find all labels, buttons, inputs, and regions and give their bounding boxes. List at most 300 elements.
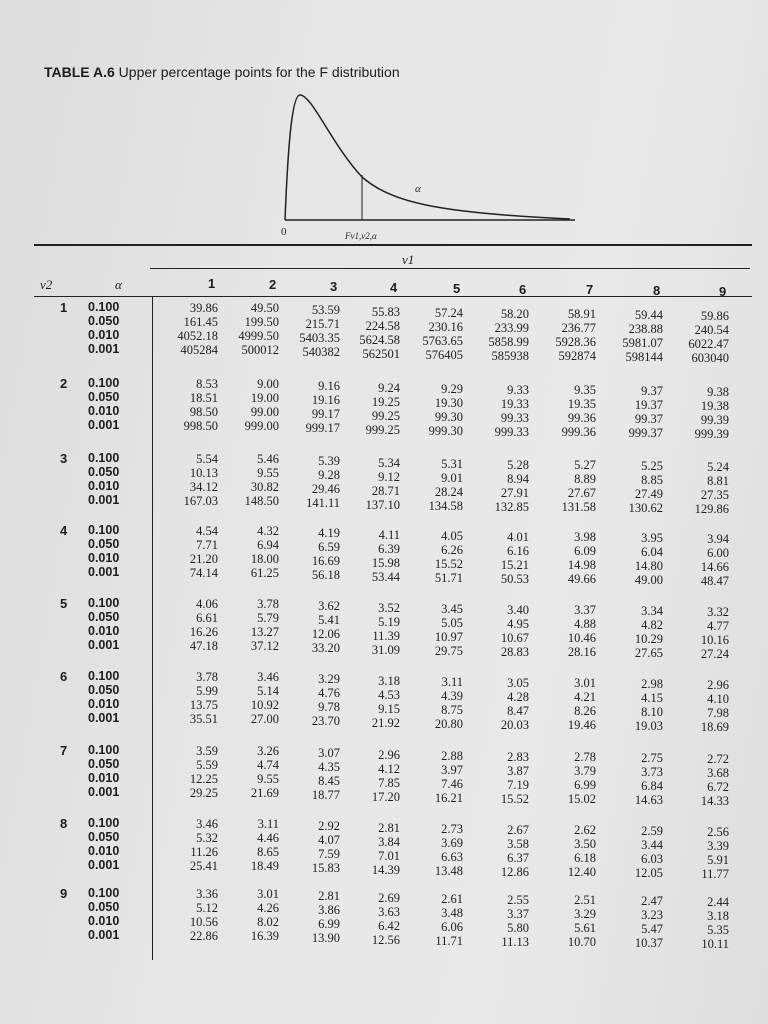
table-cell-group	[597, 824, 663, 880]
table-cell-group	[334, 674, 400, 730]
table-cell: 13.48	[434, 864, 463, 878]
table-cell: 47.18	[189, 639, 218, 653]
table-cell: 9.37	[641, 384, 663, 398]
table-cell-group	[152, 744, 218, 800]
table-cell: 6.09	[574, 544, 596, 558]
table-cell: 19.00	[250, 391, 279, 405]
table-cell: 5763.65	[422, 334, 463, 348]
table-cell: 4.11	[378, 528, 400, 542]
alpha-level: 0.100	[88, 669, 120, 683]
table-cell: 5.91	[707, 853, 729, 867]
table-cell: 12.25	[189, 772, 218, 786]
table-cell: 99.36	[567, 411, 596, 425]
alpha-header: α	[115, 277, 122, 292]
table-cell: 7.71	[196, 538, 218, 552]
table-cell-group	[213, 377, 279, 433]
table-cell: 55.83	[371, 305, 400, 319]
alpha-level: 0.010	[88, 697, 120, 711]
table-cell: 6.61	[196, 611, 218, 625]
table-cell: 2.61	[441, 892, 463, 906]
table-cell: 3.58	[507, 837, 529, 851]
alpha-levels	[88, 376, 119, 432]
table-cell-group	[530, 676, 596, 732]
table-cell: 576405	[425, 348, 463, 362]
table-cell: 10.67	[500, 631, 529, 645]
alpha-level: 0.010	[88, 551, 120, 565]
table-cell: 9.55	[257, 772, 279, 786]
table-cell: 5403.35	[299, 331, 340, 345]
table-cell: 230.16	[428, 320, 463, 334]
table-cell: 9.00	[257, 377, 279, 391]
alpha-level: 0.001	[88, 342, 120, 356]
table-cell: 2.98	[641, 677, 663, 691]
table-cell: 3.32	[707, 605, 729, 619]
table-cell: 15.21	[500, 558, 529, 572]
table-cell: 16.39	[250, 929, 279, 943]
table-cell: 4.21	[574, 690, 596, 704]
table-cell: 8.26	[574, 704, 596, 718]
table-cell: 12.40	[567, 865, 596, 879]
table-cell-group	[274, 672, 340, 728]
table-cell-group	[213, 524, 279, 580]
table-cell: 35.51	[189, 712, 218, 726]
table-cell-group	[463, 603, 529, 659]
table-cell: 4.77	[707, 619, 729, 633]
table-cell-group	[463, 750, 529, 806]
table-cell-group	[597, 604, 663, 660]
table-cell: 999.25	[365, 423, 400, 437]
table-cell-group	[274, 379, 340, 435]
table-cell: 9.24	[378, 381, 400, 395]
table-cell: 4.82	[641, 618, 663, 632]
table-cell: 6.06	[441, 920, 463, 934]
f-critical-label: Fν1,ν2,α	[345, 231, 377, 241]
table-cell: 4.95	[507, 617, 529, 631]
table-cell: 236.77	[561, 321, 596, 335]
table-cell: 4.01	[507, 530, 529, 544]
table-cell: 4.39	[441, 689, 463, 703]
table-cell: 18.69	[700, 720, 729, 734]
table-cell: 10.29	[634, 632, 663, 646]
table-cell: 99.33	[500, 411, 529, 425]
table-cell: 999.30	[428, 424, 463, 438]
table-cell: 28.71	[371, 484, 400, 498]
table-cell: 18.00	[250, 552, 279, 566]
table-cell-group	[397, 382, 463, 438]
table-cell: 4.76	[318, 686, 340, 700]
table-cell: 3.84	[378, 835, 400, 849]
table-cell: 4.32	[257, 524, 279, 538]
table-cell-group	[334, 748, 400, 804]
table-cell: 10.56	[189, 915, 218, 929]
alpha-level: 0.050	[88, 610, 120, 624]
table-cell-group	[663, 460, 729, 516]
alpha-level: 0.100	[88, 743, 120, 757]
table-cell: 4.46	[257, 831, 279, 845]
table-cell: 2.51	[574, 893, 596, 907]
table-cell: 21.20	[189, 552, 218, 566]
table-cell: 4.74	[257, 758, 279, 772]
density-curve	[285, 95, 570, 220]
column-header: 5	[453, 281, 461, 296]
table-cell: 53.59	[311, 303, 340, 317]
table-cell: 19.38	[700, 399, 729, 413]
alpha-level: 0.100	[88, 523, 120, 537]
table-cell: 5.54	[196, 452, 218, 466]
table-cell-group	[530, 458, 596, 514]
table-cell: 6.42	[378, 919, 400, 933]
table-cell-group	[334, 891, 400, 947]
table-cell: 18.49	[250, 859, 279, 873]
table-cell: 3.48	[441, 906, 463, 920]
table-cell: 148.50	[244, 494, 279, 508]
table-cell-group	[213, 301, 279, 357]
table-cell: 6.99	[318, 917, 340, 931]
table-cell-group	[397, 892, 463, 948]
alpha-level: 0.010	[88, 771, 120, 785]
table-cell: 27.65	[634, 646, 663, 660]
table-cell: 3.18	[707, 909, 729, 923]
table-cell: 29.75	[434, 644, 463, 658]
table-cell: 22.86	[189, 929, 218, 943]
table-cell: 999.33	[494, 425, 529, 439]
table-cell: 2.44	[707, 895, 729, 909]
nu1-label: ν1	[402, 252, 415, 267]
table-cell: 6.04	[641, 545, 663, 559]
table-cell: 3.29	[574, 907, 596, 921]
table-cell: 58.20	[500, 307, 529, 321]
table-cell: 4.35	[318, 760, 340, 774]
table-cell: 16.21	[434, 791, 463, 805]
table-cell: 49.66	[567, 572, 596, 586]
table-cell: 215.71	[305, 317, 340, 331]
table-cell: 12.56	[371, 933, 400, 947]
table-cell: 5.32	[196, 831, 218, 845]
table-cell: 21.92	[371, 716, 400, 730]
table-cell: 29.25	[189, 786, 218, 800]
table-cell: 3.50	[574, 837, 596, 851]
table-cell: 13.27	[250, 625, 279, 639]
table-cell: 8.10	[641, 705, 663, 719]
alpha-level: 0.050	[88, 830, 120, 844]
table-cell-group	[530, 750, 596, 806]
alpha-levels	[88, 451, 119, 507]
table-cell-group	[597, 677, 663, 733]
table-cell: 15.83	[311, 861, 340, 875]
table-cell: 2.73	[441, 822, 463, 836]
table-cell: 23.70	[311, 714, 340, 728]
alpha-level: 0.010	[88, 328, 120, 342]
table-cell: 3.97	[441, 763, 463, 777]
table-cell: 6.72	[707, 780, 729, 794]
table-cell-group	[274, 454, 340, 510]
table-cell: 99.39	[700, 413, 729, 427]
table-cell-group	[530, 530, 596, 586]
column-header: 7	[586, 282, 594, 297]
table-cell: 2.59	[641, 824, 663, 838]
table-cell: 5.47	[641, 922, 663, 936]
alpha-levels	[88, 596, 119, 652]
table-cell: 3.37	[507, 907, 529, 921]
table-cell: 5.12	[196, 901, 218, 915]
table-cell: 27.67	[567, 486, 596, 500]
alpha-level: 0.050	[88, 537, 120, 551]
table-cell: 5.39	[318, 454, 340, 468]
table-cell-group	[334, 601, 400, 657]
column-header: 6	[519, 282, 527, 297]
table-cell-group	[334, 305, 400, 361]
table-cell-group	[152, 452, 218, 508]
table-cell-group	[463, 823, 529, 879]
table-cell: 5.25	[641, 459, 663, 473]
table-cell-group	[463, 893, 529, 949]
table-cell: 999.36	[561, 425, 596, 439]
table-cell: 5.99	[196, 684, 218, 698]
table-cell: 7.01	[378, 849, 400, 863]
table-cell-group	[397, 457, 463, 513]
table-cell-group	[597, 751, 663, 807]
table-cell: 4999.50	[238, 329, 279, 343]
table-cell: 2.96	[378, 748, 400, 762]
table-cell: 10.46	[567, 631, 596, 645]
table-cell: 37.12	[250, 639, 279, 653]
table-cell: 7.19	[507, 778, 529, 792]
table-cell: 28.16	[567, 645, 596, 659]
table-cell-group	[530, 307, 596, 363]
nu2-value: 1	[60, 300, 68, 315]
table-cell: 562501	[362, 347, 400, 361]
table-cell: 3.26	[257, 744, 279, 758]
table-cell-group	[274, 889, 340, 945]
alpha-level: 0.050	[88, 683, 120, 697]
table-cell: 3.46	[196, 817, 218, 831]
table-cell: 10.11	[701, 937, 729, 951]
table-cell: 19.46	[567, 718, 596, 732]
table-cell: 28.24	[434, 485, 463, 499]
table-cell-group	[213, 452, 279, 508]
table-cell: 27.91	[500, 486, 529, 500]
alpha-level: 0.100	[88, 451, 120, 465]
table-cell-group	[463, 530, 529, 586]
table-cell: 20.03	[500, 718, 529, 732]
table-cell: 3.01	[574, 676, 596, 690]
table-cell: 5.05	[441, 616, 463, 630]
table-cell-group	[334, 381, 400, 437]
nu2-value: 4	[60, 523, 68, 538]
table-cell: 14.39	[371, 863, 400, 877]
table-cell: 3.59	[196, 744, 218, 758]
table-cell: 4.12	[378, 762, 400, 776]
table-cell: 14.66	[700, 560, 729, 574]
table-cell: 7.46	[441, 777, 463, 791]
table-cell: 3.11	[257, 817, 279, 831]
table-cell: 2.88	[441, 749, 463, 763]
table-cell: 19.16	[311, 393, 340, 407]
table-cell: 4.15	[641, 691, 663, 705]
table-cell: 5.31	[441, 457, 463, 471]
table-cell: 14.33	[700, 794, 729, 808]
table-cell: 592874	[558, 349, 596, 363]
alpha-level: 0.001	[88, 418, 120, 432]
table-cell: 2.55	[507, 893, 529, 907]
alpha-area-label: α	[415, 183, 421, 195]
table-cell: 585938	[491, 349, 529, 363]
table-cell: 3.11	[441, 675, 463, 689]
table-cell: 6.16	[507, 544, 529, 558]
table-cell: 999.37	[628, 426, 663, 440]
column-header: 4	[390, 280, 398, 295]
table-cell-group	[597, 308, 663, 364]
table-cell: 2.81	[318, 889, 340, 903]
table-cell: 5.35	[707, 923, 729, 937]
alpha-level: 0.010	[88, 844, 120, 858]
table-cell-group	[274, 526, 340, 582]
table-cell: 4.54	[196, 524, 218, 538]
table-cell: 3.36	[196, 887, 218, 901]
alpha-levels	[88, 886, 119, 942]
table-cell: 12.05	[634, 866, 663, 880]
table-cell: 19.35	[567, 397, 596, 411]
nu2-value: 8	[60, 816, 68, 831]
table-cell: 2.62	[574, 823, 596, 837]
table-cell: 29.46	[311, 482, 340, 496]
table-cell: 8.65	[257, 845, 279, 859]
nu2-value: 5	[60, 596, 68, 611]
table-cell: 3.79	[574, 764, 596, 778]
table-cell: 3.01	[257, 887, 279, 901]
alpha-level: 0.050	[88, 390, 120, 404]
table-cell: 18.51	[189, 391, 218, 405]
table-cell: 8.75	[441, 703, 463, 717]
table-cell: 11.26	[190, 845, 218, 859]
table-cell-group	[152, 817, 218, 873]
table-cell: 53.44	[371, 570, 400, 584]
table-cell: 27.35	[700, 488, 729, 502]
alpha-level: 0.001	[88, 638, 120, 652]
table-cell: 8.89	[574, 472, 596, 486]
table-cell: 129.86	[694, 502, 729, 516]
table-cell-group	[152, 887, 218, 943]
nu2-value: 2	[60, 376, 68, 391]
table-cell-group	[274, 599, 340, 655]
table-cell: 9.55	[257, 466, 279, 480]
table-cell-group	[152, 301, 218, 357]
table-cell: 6.94	[257, 538, 279, 552]
table-cell: 2.81	[378, 821, 400, 835]
table-cell: 13.90	[311, 931, 340, 945]
table-cell: 6.00	[707, 546, 729, 560]
table-cell: 5.61	[574, 921, 596, 935]
table-cell-group	[213, 887, 279, 943]
alpha-level: 0.050	[88, 757, 120, 771]
table-cell: 59.86	[700, 309, 729, 323]
table-cell: 3.34	[641, 604, 663, 618]
table-cell: 10.97	[434, 630, 463, 644]
table-cell: 224.58	[365, 319, 400, 333]
table-cell: 233.99	[494, 321, 529, 335]
table-cell: 8.81	[707, 474, 729, 488]
table-cell: 2.83	[507, 750, 529, 764]
table-cell: 9.29	[441, 382, 463, 396]
table-cell: 4.88	[574, 617, 596, 631]
table-cell: 141.11	[306, 496, 340, 510]
table-cell: 11.39	[372, 629, 400, 643]
table-cell: 130.62	[628, 501, 663, 515]
table-cell: 19.25	[371, 395, 400, 409]
table-caption: Upper percentage points for the F distribution	[118, 64, 400, 80]
table-cell: 50.53	[500, 572, 529, 586]
table-cell-group	[463, 676, 529, 732]
table-cell: 12.06	[311, 627, 340, 641]
table-cell: 27.00	[250, 712, 279, 726]
table-cell: 5.41	[318, 613, 340, 627]
column-header: 1	[208, 276, 216, 291]
table-cell: 3.95	[641, 531, 663, 545]
header-rule	[34, 296, 752, 297]
table-cell-group	[663, 895, 729, 951]
table-cell: 999.00	[244, 419, 279, 433]
table-cell: 15.98	[371, 556, 400, 570]
table-cell: 167.03	[183, 494, 218, 508]
table-cell: 15.02	[567, 792, 596, 806]
table-cell: 99.37	[634, 412, 663, 426]
table-cell: 3.87	[507, 764, 529, 778]
table-cell: 5.59	[196, 758, 218, 772]
table-cell-group	[152, 524, 218, 580]
table-cell: 3.98	[574, 530, 596, 544]
table-cell: 540382	[302, 345, 340, 359]
table-cell: 14.63	[634, 793, 663, 807]
table-cell: 9.12	[378, 470, 400, 484]
table-cell: 4.53	[378, 688, 400, 702]
table-cell-group	[597, 459, 663, 515]
table-cell: 3.69	[441, 836, 463, 850]
table-cell: 5.19	[378, 615, 400, 629]
table-cell: 5624.58	[359, 333, 400, 347]
table-cell-group	[463, 383, 529, 439]
nu2-header: ν2	[40, 277, 53, 292]
table-cell: 5.27	[574, 458, 596, 472]
table-cell: 161.45	[183, 315, 218, 329]
table-cell-group	[274, 303, 340, 359]
table-cell: 20.80	[434, 717, 463, 731]
alpha-levels	[88, 743, 119, 799]
table-cell: 6022.47	[688, 337, 729, 351]
table-cell: 4.19	[318, 526, 340, 540]
table-cell: 99.25	[371, 409, 400, 423]
table-cell: 8.53	[196, 377, 218, 391]
table-cell: 238.88	[628, 322, 663, 336]
table-cell: 9.33	[507, 383, 529, 397]
table-cell: 9.78	[318, 700, 340, 714]
table-cell-group	[530, 893, 596, 949]
table-cell-group	[213, 597, 279, 653]
alpha-level: 0.100	[88, 886, 120, 900]
alpha-levels	[88, 300, 119, 356]
table-cell: 8.85	[641, 473, 663, 487]
table-cell: 3.86	[318, 903, 340, 917]
table-cell-group	[597, 384, 663, 440]
table-cell: 98.50	[189, 405, 218, 419]
table-cell-group	[663, 385, 729, 441]
table-cell: 49.50	[250, 301, 279, 315]
table-cell: 61.25	[250, 566, 279, 580]
nu2-value: 3	[60, 451, 68, 466]
table-cell: 6.18	[574, 851, 596, 865]
table-cell: 5.79	[257, 611, 279, 625]
table-cell-group	[397, 749, 463, 805]
table-cell: 3.46	[257, 670, 279, 684]
